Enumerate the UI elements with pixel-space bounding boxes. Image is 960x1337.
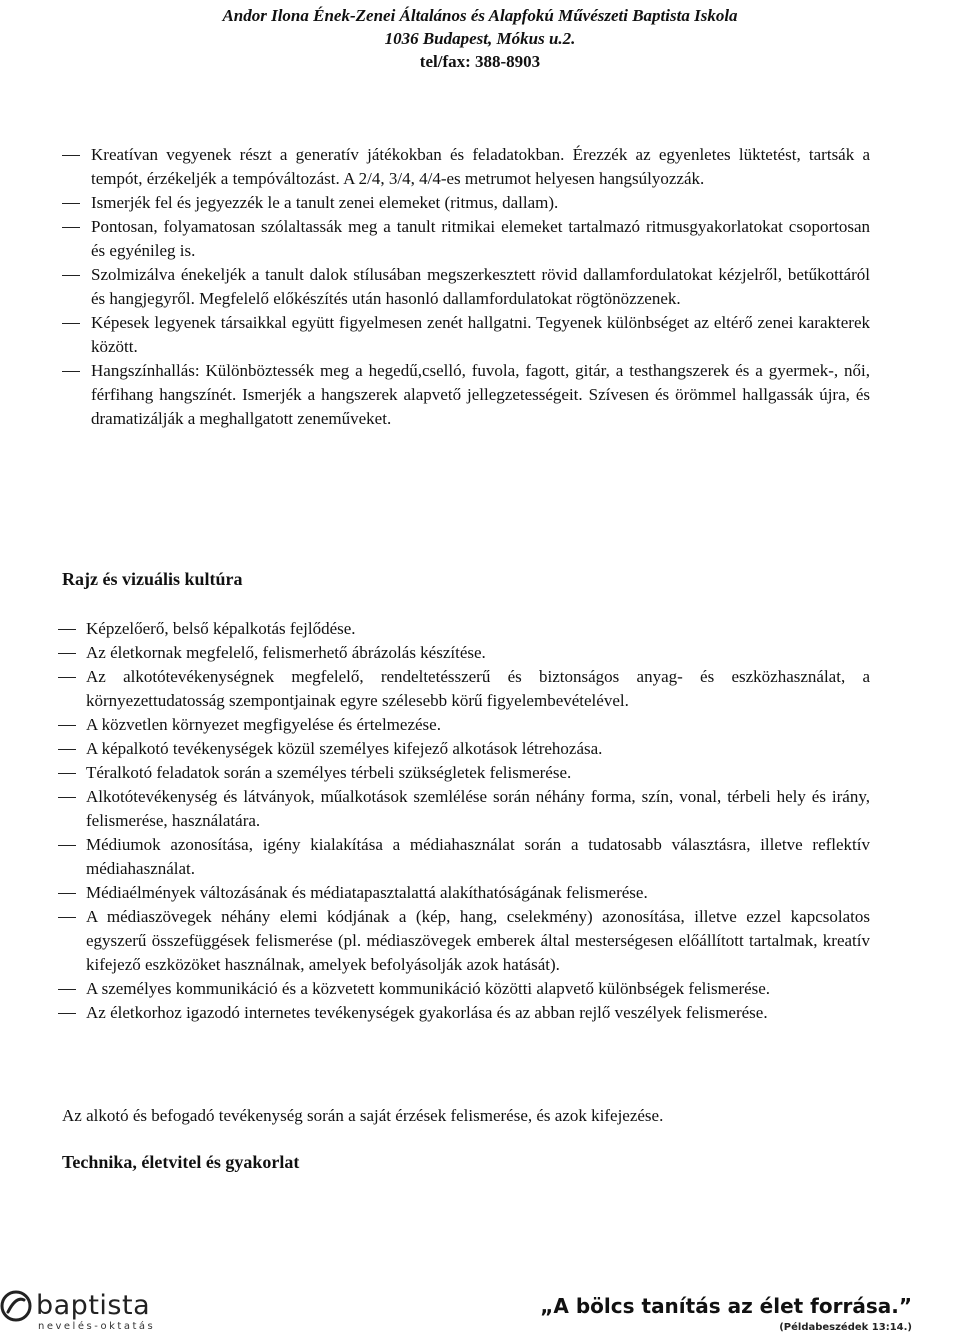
section-title-tech: Technika, életvitel és gyakorlat bbox=[62, 1152, 300, 1172]
logo-wordmark: baptista bbox=[36, 1290, 151, 1321]
quote-text: „A bölcs tanítás az élet forrása.” bbox=[540, 1294, 912, 1318]
list-item: Hangszínhallás: Különböztessék meg a hegedű,cselló, fuvola, fagott, gitár, a testhangszerek és a gyermek-, női, férfihang hangszínét. Ismerjék a hangszerek alapvető jellegzetességeit. Szívesen és örömmel hallgassák újra, és dramatizálják a meghallgatott zeneműveket. bbox=[62, 359, 870, 431]
quote-reference: (Példabeszédek 13:14.) bbox=[779, 1322, 912, 1333]
school-phone: tel/fax: 388-8903 bbox=[419, 52, 541, 71]
list-item: Szolmizálva énekeljék a tanult dalok stílusában megszerkesztett rövid dallamfordulatokat kézjelről, betűkottáról és hangjegyről. Megfelelő előkészítés után hasonló dallamfordulatokat rögtönözzenek. bbox=[62, 263, 870, 311]
list-item: Alkotótevékenység és látványok, műalkotások szemlélése során néhány forma, szín, vonal, térbeli hely és irány, felismerése, használatára. bbox=[58, 785, 870, 833]
list-item: Az életkorhoz igazodó internetes tevékenységek gyakorlása és az abban rejlő veszélyek felismerése. bbox=[58, 1001, 870, 1025]
music-objectives-list bbox=[62, 143, 870, 431]
list-item: Kreatívan vegyenek részt a generatív játékokban és feladatokban. Érezzék az egyenletes lüktetést, tartsák a tempót, érzékeljék a tempóváltozást. A 2/4, 3/4, 4/4-es metrumot helyesen hangsúlyozzák. bbox=[62, 143, 870, 191]
list-item: Az alkotótevékenységnek megfelelő, rendeltetésszerű és biztonságos anyag- és eszközhasználat, a környezettudatosság szempontjainak egyre szélesebb körű figyelembevételével. bbox=[58, 665, 870, 713]
logo-subtitle: nevelés-oktatás bbox=[38, 1321, 156, 1332]
list-item: Képzelőerő, belső képalkotás fejlődése. bbox=[58, 617, 870, 641]
list-item: A közvetlen környezet megfigyelése és értelmezése. bbox=[58, 713, 870, 737]
list-item: A személyes kommunikáció és a közvetett kommunikáció közötti alapvető különbségek felismerése. bbox=[58, 977, 870, 1001]
list-item: Téralkotó feladatok során a személyes térbeli szükségletek felismerése. bbox=[58, 761, 870, 785]
document-header bbox=[0, 4, 960, 73]
art-closing-text: Az alkotó és befogadó tevékenység során a saját érzések felismerése, és azok kifejezése. bbox=[62, 1106, 664, 1125]
list-item: Médiaélmények változásának és médiatapasztalattá alakíthatóságának felismerése. bbox=[58, 881, 870, 905]
art-objectives-list bbox=[58, 617, 870, 1025]
school-address: 1036 Budapest, Mókus u.2. bbox=[384, 29, 576, 48]
list-item: Pontosan, folyamatosan szólaltassák meg a tanult ritmikai elemeket tartalmazó ritmusgyakorlatokat csoportosan és egyénileg is. bbox=[62, 215, 870, 263]
list-item: A képalkotó tevékenységek közül személyes kifejező alkotások létrehozása. bbox=[58, 737, 870, 761]
baptista-logo bbox=[0, 1288, 240, 1337]
list-item: A médiaszövegek néhány elemi kódjának a (kép, hang, cselekmény) azonosítása, illetve ezzel kapcsolatos egyszerű összefüggések felismerése (pl. médiaszövegek emberek által mesterségesen előállított tartalmak, kreatív kifejező eszközöket használnak, amelyek befolyásolják azok hatását). bbox=[58, 905, 870, 977]
list-item: Ismerjék fel és jegyezzék le a tanult zenei elemeket (ritmus, dallam). bbox=[62, 191, 870, 215]
school-name: Andor Ilona Ének-Zenei Általános és Alapfokú Művészeti Baptista Iskola bbox=[222, 6, 738, 25]
list-item: Képesek legyenek társaikkal együtt figyelmesen zenét hallgatni. Tegyenek különbséget az eltérő zenei karakterek között. bbox=[62, 311, 870, 359]
list-item: Médiumok azonosítása, igény kialakítása a médiahasználat során a tudatosabb választásra, illetve reflektív médiahasználat. bbox=[58, 833, 870, 881]
list-item: Az életkornak megfelelő, felismerhető ábrázolás készítése. bbox=[58, 641, 870, 665]
section-title-art: Rajz és vizuális kultúra bbox=[62, 569, 243, 589]
baptista-mark-icon bbox=[0, 1290, 32, 1322]
footer-quote bbox=[540, 1294, 912, 1333]
